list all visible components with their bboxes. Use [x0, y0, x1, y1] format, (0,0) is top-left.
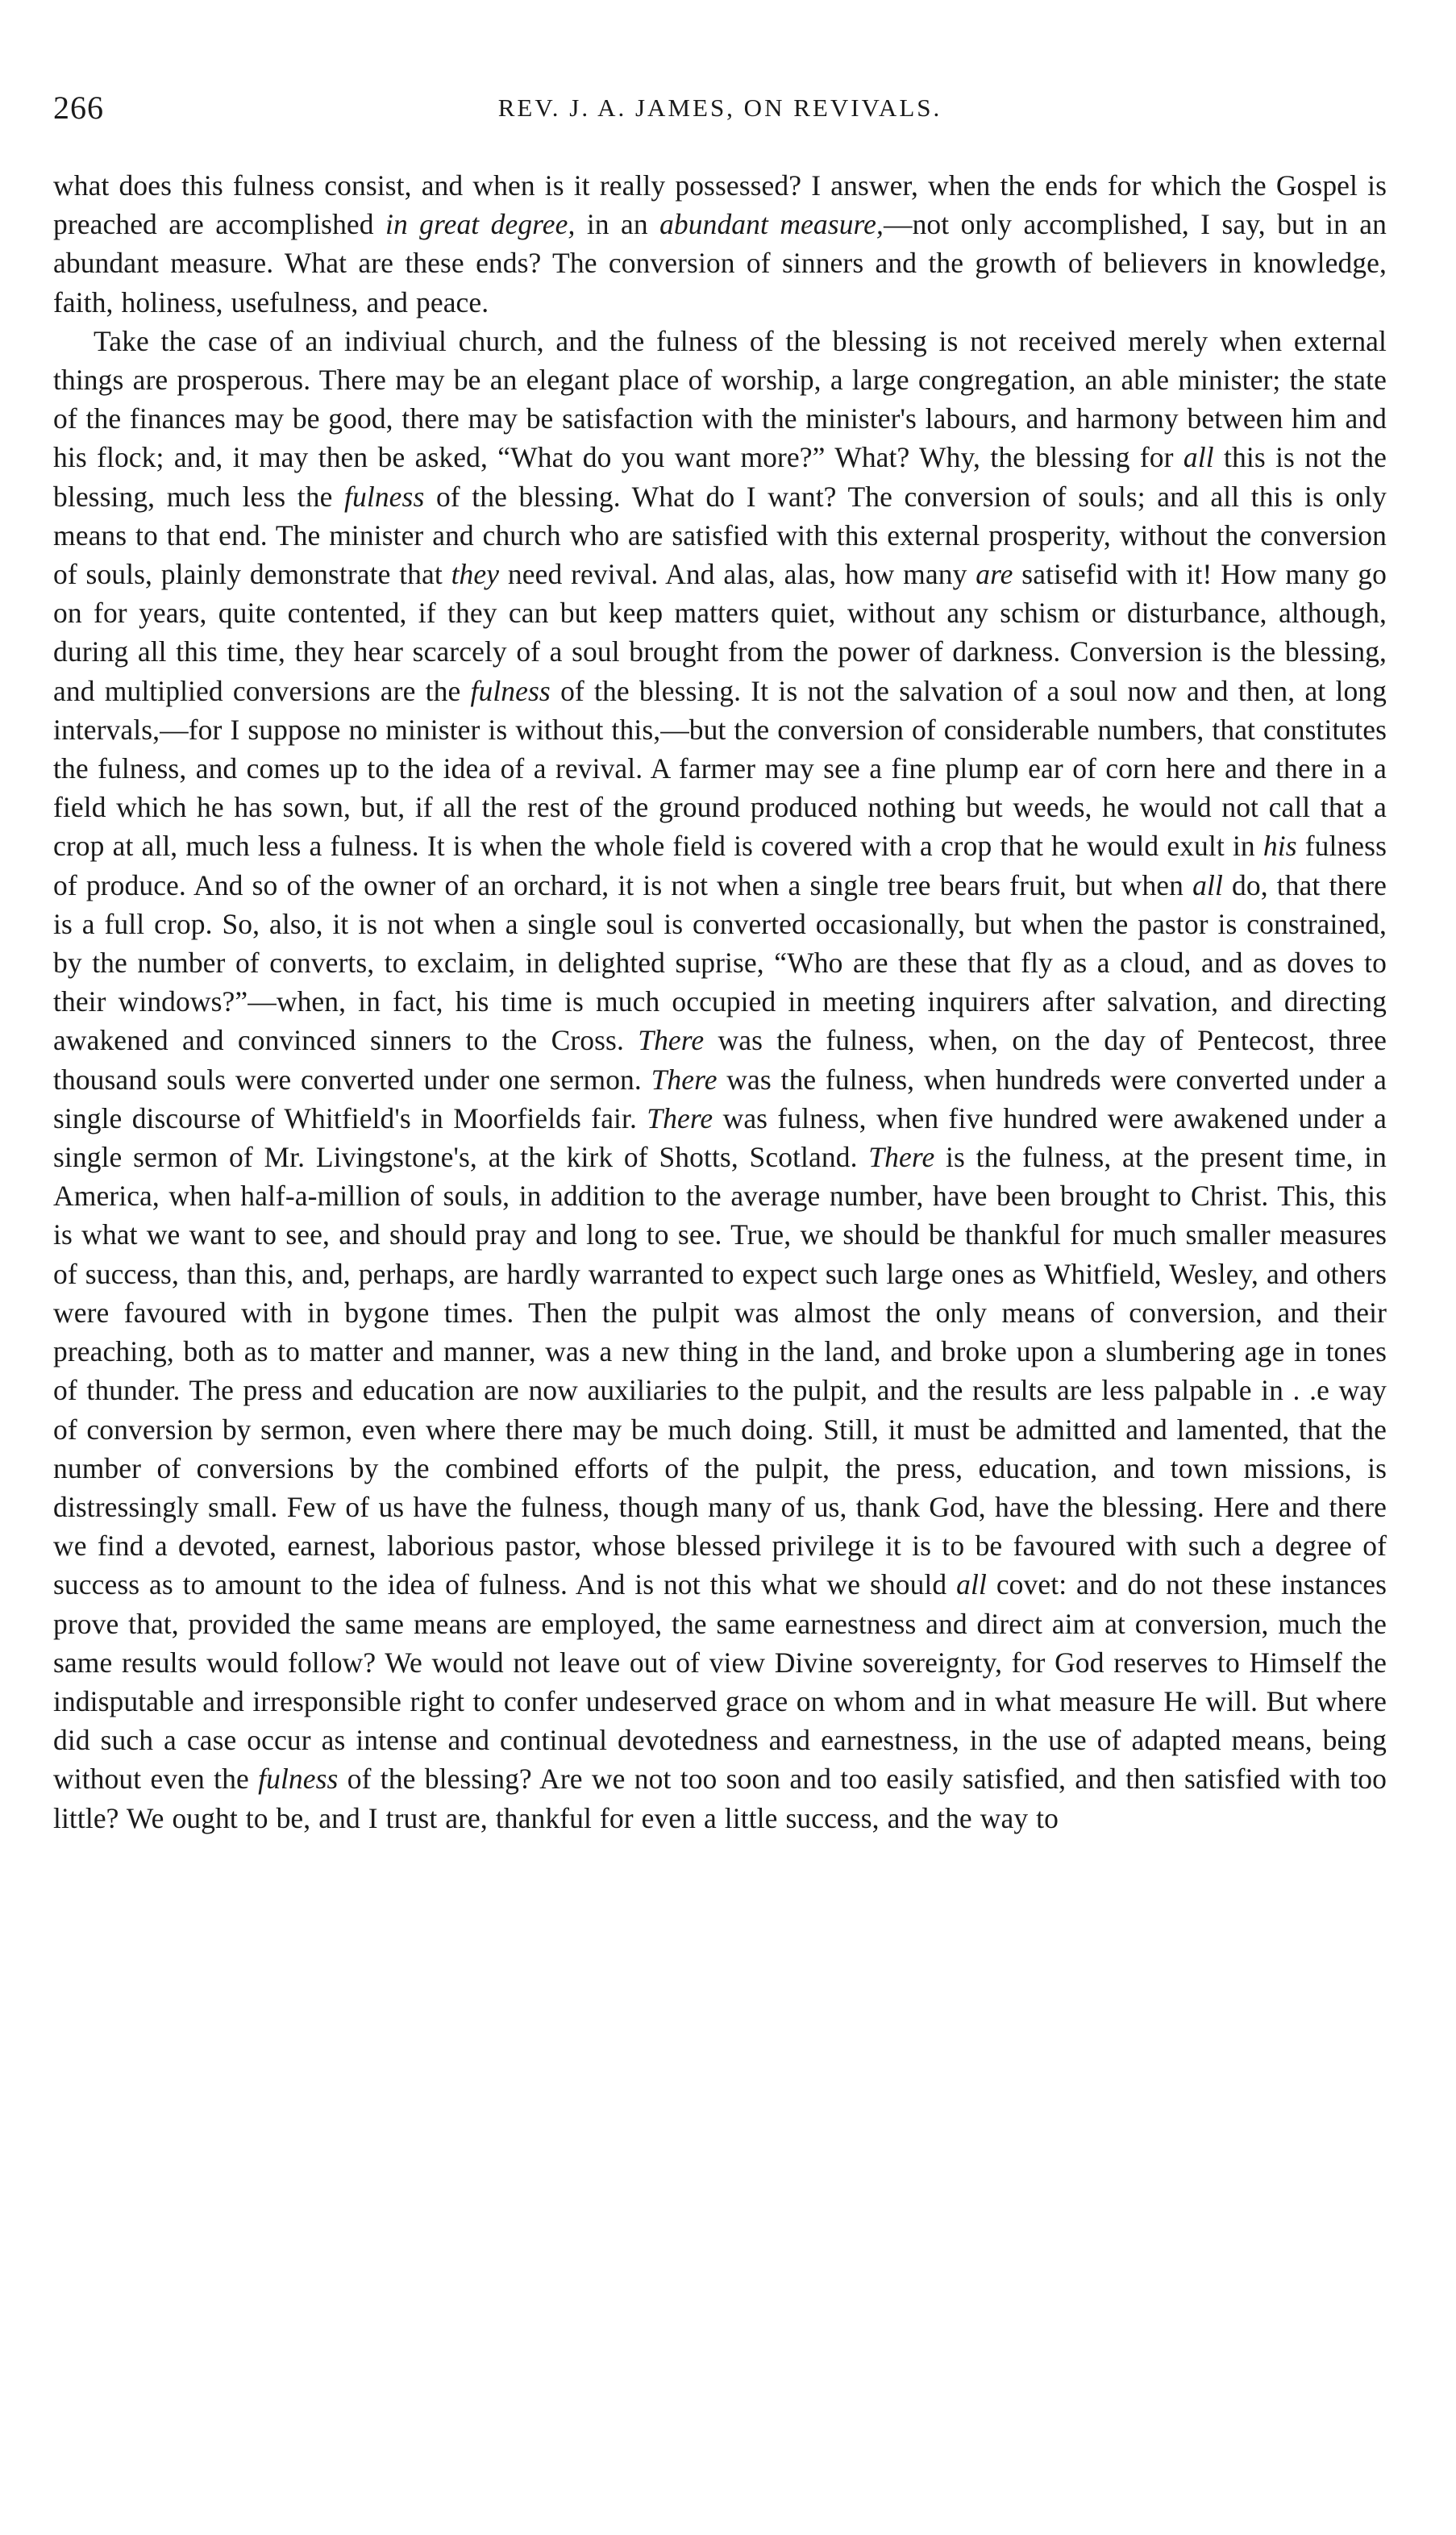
italic-text: in great degree, [385, 208, 576, 241]
page-number: 266 [53, 89, 104, 126]
italic-text: his [1263, 830, 1297, 863]
text-run: was the fulness, when, on the day of Pentecost, three thousand souls were converted under one sermon. [53, 1024, 1387, 1096]
running-title: REV. J. A. JAMES, ON REVIVALS. [497, 94, 942, 122]
text-run: of the blessing. What do I want? The conversion of souls; and all this is only means to that end. The minister and church who are satisfied with this external prosperity, without the conversion of souls, plainly demonstrate that [53, 480, 1387, 591]
italic-text: are [976, 558, 1013, 591]
italic-text: There [638, 1024, 705, 1057]
running-head [53, 89, 1387, 145]
text-run: of the blessing? Are we not too soon and too easily satisfied, and then satisfied with too little? We ought to be, and I trust are, thankful for even a little success, and the way to [53, 1763, 1387, 1834]
paragraph [53, 322, 1387, 1838]
italic-text: fulness [344, 480, 425, 513]
italic-text: they [451, 558, 500, 591]
text-run: fulness of produce. And so of the owner of an orchard, it is not when a single tree bears fruit, but when [53, 830, 1387, 901]
italic-text: all [956, 1568, 987, 1601]
text-run: —not only accomplished, I say, but in an abundant measure. What are these ends? The conversion of sinners and the growth of believers in knowledge, faith, holiness, usefulness, and peace. [53, 208, 1387, 318]
italic-text: fulness [258, 1763, 339, 1796]
text-run: what does this fulness consist, and when is it really possessed? I answer, when the ends for which the Gospel is preached are accomplished [53, 169, 1387, 241]
italic-text: There [651, 1063, 718, 1096]
body-text [53, 166, 1387, 1838]
book-page [53, 89, 1387, 1838]
text-run: covet: and do not these instances prove that, provided the same means are employed, the same earnestness and direct aim at conversion, much the same results would follow? We would not leave out of view Divine sovereignty, for God reserves to Himself the indisputable and irresponsible right to confer undeserved grace on whom and in what measure He will. But where did such a case occur as intense and continual devotedness and earnestness, in the use of adapted means, being without even the [53, 1568, 1387, 1796]
text-run: need revival. And alas, alas, how many [499, 558, 976, 591]
italic-text: abundant measure, [659, 208, 884, 241]
italic-text: There [868, 1141, 935, 1174]
italic-text: There [647, 1101, 713, 1134]
italic-text: all [1192, 868, 1223, 901]
italic-text: all [1183, 441, 1214, 474]
text-run: satisefid with it! How many go on for years, quite contented, if they can but keep matters quiet, without any schism or disturbance, although, during all this time, they hear scarcely of a soul brought from the power of darkness. Conversion is the blessing, and multiplied conversions are the [53, 558, 1387, 707]
text-run: do, that there is a full crop. So, also, it is not when a single soul is converted occasionally, but when the pastor is constrained, by the number of converts, to exclaim, in delighted suprise, “Who are these that fly as a cloud, and as doves to their windows?”—when, in fact, his time is much occupied in meeting inquirers after salvation, and directing awakened and convinced sinners to the Cross. [53, 868, 1387, 1057]
italic-text: fulness [470, 674, 551, 707]
text-run: this is not the blessing, much less the [53, 441, 1387, 513]
text-run: is the fulness, at the present time, in America, when half-a-million of souls, in addition to the average number, have been brought to Christ. This, this is what we want to see, and should pray and long to see. True, we should be thankful for much smaller measures of success, than this, and, perhaps, are hardly warranted to expect such large ones as Whitfield, Wesley, and others were favoured with in bygone times. Then the pulpit was almost the only means of conversion, and their preaching, both as to matter and manner, was a new thing in the land, and broke upon a slumbering age in tones of thunder. The press and education are now auxiliaries to the pulpit, and the results are less palpable in . .e way of conversion by sermon, even where there may be much doing. Still, it must be admitted and lamented, that the number of conversions by the combined efforts of the pulpit, the press, education, and town missions, is distressingly small. Few of us have the fulness, though many of us, thank God, have the blessing. Here and there we find a devoted, earnest, laborious pastor, whose blessed privilege it is to be favoured with such a degree of success as to amount to the idea of fulness. And is not this what we should [53, 1141, 1387, 1601]
text-run: was the fulness, when hundreds were converted under a single discourse of Whitfield's in Moorfields fair. [53, 1063, 1387, 1134]
text-run: in an [575, 208, 660, 241]
text-run: was fulness, when five hundred were awakened under a single sermon of Mr. Livingstone's, at the kirk of Shotts, Scotland. [53, 1101, 1387, 1174]
text-run: of the blessing. It is not the salvation of a soul now and then, at long intervals,—for I suppose no minister is without this,—but the conversion of considerable numbers, that constitutes the fulness, and comes up to the idea of a revival. A farmer may see a fine plump ear of corn here and there in a field which he has sown, but, if all the rest of the ground produced nothing but weeds, he would not call that a crop at all, much less a fulness. It is when the whole field is covered with a crop that he would exult in [53, 674, 1387, 863]
paragraph [53, 166, 1387, 322]
text-run: Take the case of an indiviual church, and the fulness of the blessing is not received merely when external things are prosperous. There may be an elegant place of worship, a large congregation, an able minister; the state of the finances may be good, there may be satisfaction with the minister's labours, and harmony between him and his flock; and, it may then be asked, “What do you want more?” What? Why, the blessing for [53, 324, 1387, 474]
